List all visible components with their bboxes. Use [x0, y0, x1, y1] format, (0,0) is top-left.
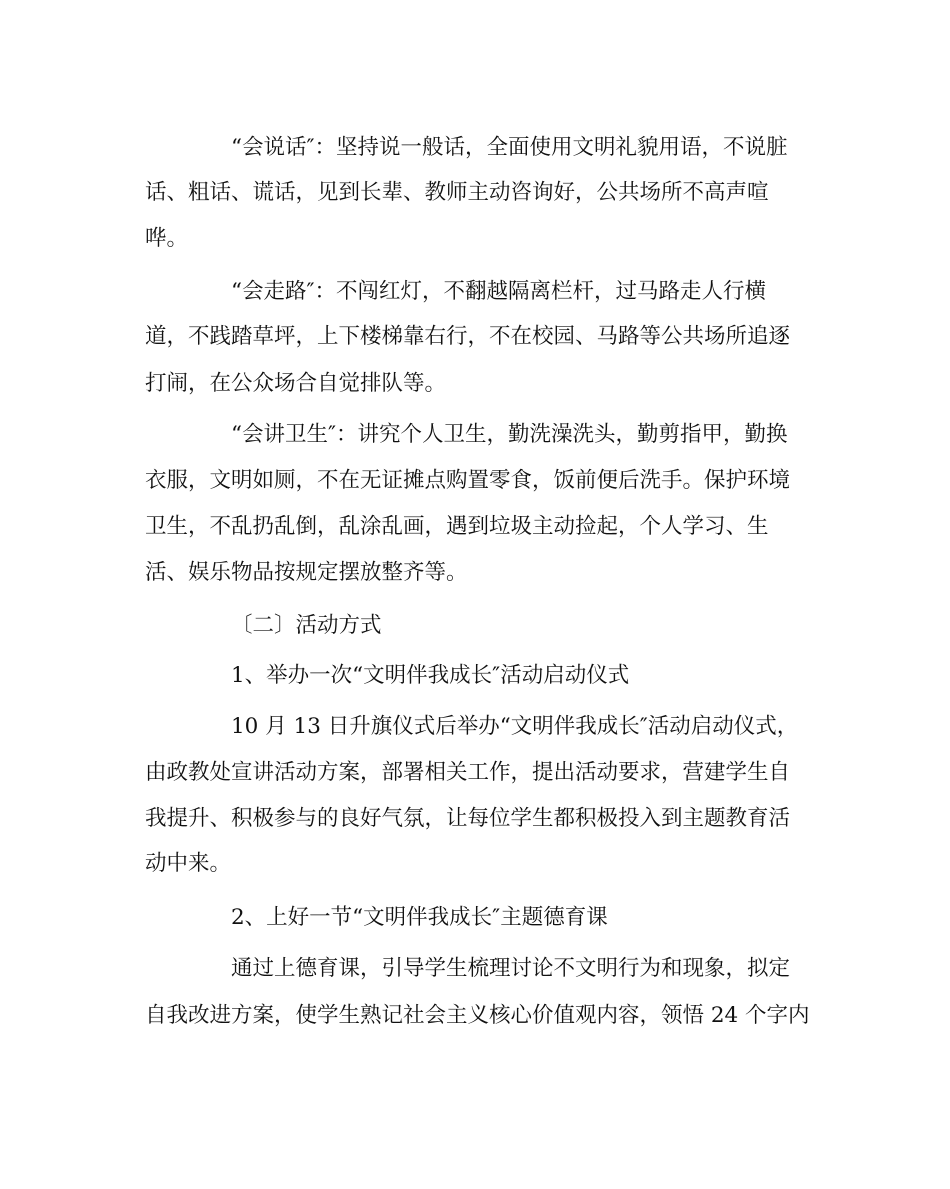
- paragraph-walking-line-3: 打闹，在公众场合自觉排队等。: [145, 371, 447, 396]
- paragraph-hygiene-line-3: 卫生，不乱扔乱倒，乱涂乱画，遇到垃圾主动捡起，个人学习、生: [145, 514, 769, 539]
- paragraph-ceremony-line-4: 动中来。: [145, 851, 232, 876]
- paragraph-speech-line-3: 哗。: [145, 226, 189, 251]
- paragraph-walking-line-1: “会走路″：不闯红灯，不翻越隔离栏杆，过马路走人行横: [231, 279, 767, 304]
- paragraph-speech-line-2: 话、粗话、谎话，见到长辈、教师主动咨询好，公共场所不高声喧: [145, 180, 769, 205]
- subheading-moral-class: 2、上好一节“文明伴我成长″主题德育课: [231, 905, 608, 930]
- paragraph-ceremony-line-2: 由政教处宣讲活动方案，部署相关工作，提出活动要求，营建学生自: [145, 760, 791, 785]
- section-heading-activity-methods: 〔二〕活动方式: [231, 613, 382, 638]
- paragraph-hygiene-line-2: 衣服，文明如厕，不在无证摊点购置零食，饭前便后洗手。保护环境: [145, 468, 791, 493]
- paragraph-ceremony-line-3: 我提升、积极参与的良好气氛，让每位学生都积极投入到主题教育活: [145, 806, 791, 831]
- paragraph-walking-line-2: 道，不践踏草坪，上下楼梯靠右行，不在校园、马路等公共场所追逐: [145, 324, 791, 349]
- paragraph-class-line-1: 通过上德育课，引导学生梳理讨论不文明行为和现象，拟定: [231, 956, 791, 981]
- paragraph-hygiene-line-1: “会讲卫生″：讲究个人卫生，勤洗澡洗头，勤剪指甲，勤换: [231, 422, 788, 447]
- paragraph-class-line-2: 自我改进方案，使学生熟记社会主义核心价值观内容，领悟 24 个字内: [145, 1003, 810, 1028]
- paragraph-hygiene-line-4: 活、娱乐物品按规定摆放整齐等。: [145, 560, 468, 585]
- subheading-launch-ceremony: 1、举办一次“文明伴我成长″活动启动仪式: [231, 663, 630, 688]
- paragraph-speech-line-1: “会说话″：坚持说一般话，全面使用文明礼貌用语，不说脏: [231, 135, 788, 160]
- paragraph-ceremony-line-1: 10 月 13 日升旗仪式后举办“文明伴我成长″活动启动仪式，: [231, 714, 799, 739]
